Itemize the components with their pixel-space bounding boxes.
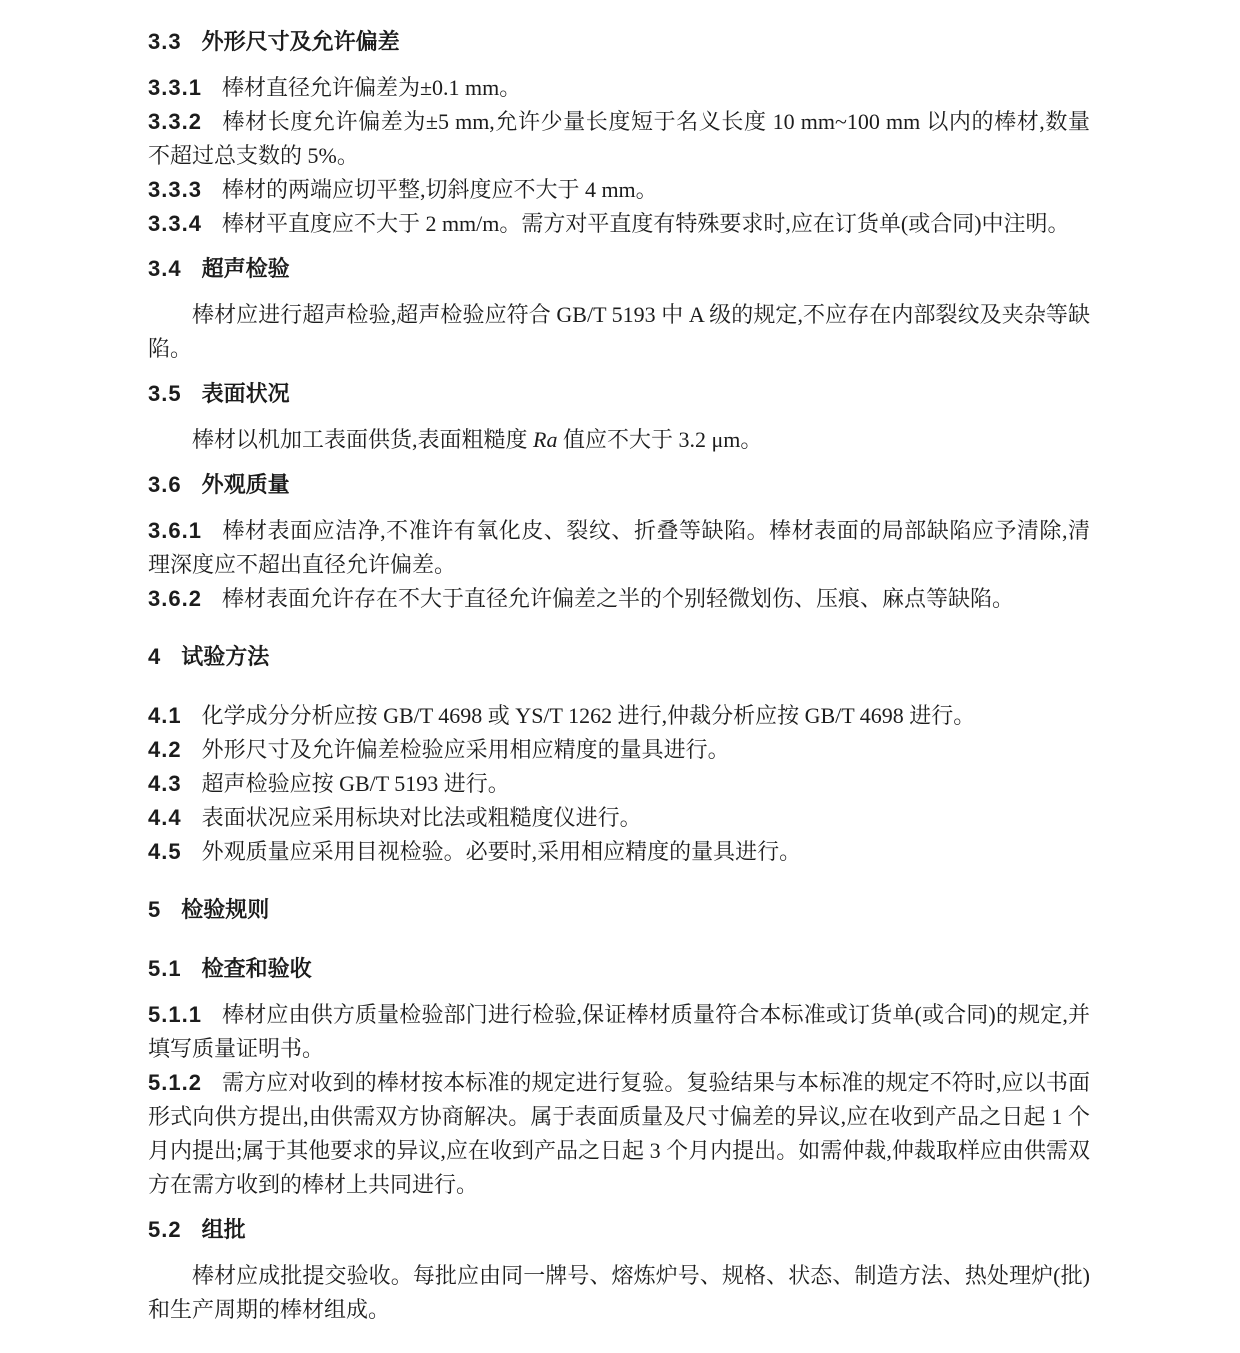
item-text: 棒材长度允许偏差为±5 mm,允许少量长度短于名义长度 10 mm~100 mm 以内的棒材,数量不超过总支数的 5%。 (148, 109, 1090, 168)
item-text: 外观质量应采用目视检验。必要时,采用相应精度的量具进行。 (201, 839, 802, 864)
item-text: 棒材的两端应切平整,切斜度应不大于 4 mm。 (221, 177, 658, 202)
chapter-heading (148, 893, 1090, 928)
numbered-item (148, 998, 1090, 1066)
item-number: 3.3.2 (148, 109, 202, 134)
item-number: 3.3.1 (148, 75, 202, 100)
heading-title: 外观质量 (201, 473, 290, 498)
paragraph (148, 298, 1090, 366)
paragraph-run: 棒材应成批提交验收。每批应由同一牌号、熔炼炉号、规格、状态、制造方法、热处理炉(批)和生产周期的棒材组成。 (148, 1263, 1090, 1322)
item-number: 4.4 (148, 805, 182, 830)
numbered-item (148, 733, 1090, 767)
item-number: 4.1 (148, 703, 182, 728)
numbered-item (148, 105, 1090, 173)
clause-heading (148, 468, 1090, 503)
paragraph-run-italic: Ra (533, 427, 558, 452)
item-text: 超声检验应按 GB/T 5193 进行。 (201, 771, 510, 796)
heading-title: 检验规则 (181, 898, 270, 923)
heading-number: 3.4 (148, 256, 182, 281)
clause-heading (148, 377, 1090, 412)
numbered-item (148, 71, 1090, 105)
clause-heading (148, 25, 1090, 60)
heading-title: 外形尺寸及允许偏差 (201, 30, 400, 55)
item-text: 棒材表面应洁净,不准许有氧化皮、裂纹、折叠等缺陷。棒材表面的局部缺陷应予清除,清理深度应不超出直径允许偏差。 (148, 518, 1090, 577)
heading-title: 检查和验收 (201, 957, 312, 982)
heading-number: 4 (148, 644, 162, 669)
item-number: 5.1.2 (148, 1070, 202, 1095)
heading-title: 表面状况 (201, 382, 290, 407)
numbered-item (148, 514, 1090, 582)
item-text: 需方应对收到的棒材按本标准的规定进行复验。复验结果与本标准的规定不符时,应以书面形式向供方提出,由供需双方协商解决。属于表面质量及尺寸偏差的异议,应在收到产品之日起 1 个月内提出;属于其他要求的异议,应在收到产品之日起 3 个月内提出。如需仲裁,仲裁取样应由供需双方在需方收到的棒材上共同进行。 (148, 1070, 1090, 1197)
item-text: 棒材平直度应不大于 2 mm/m。需方对平直度有特殊要求时,应在订货单(或合同)中注明。 (221, 211, 1070, 236)
chapter-heading (148, 640, 1090, 675)
heading-title: 组批 (201, 1218, 246, 1243)
numbered-item (148, 835, 1090, 869)
paragraph-run: 值应不大于 3.2 μm。 (557, 427, 763, 452)
item-text: 棒材直径允许偏差为±0.1 mm。 (221, 75, 522, 100)
numbered-item (148, 207, 1090, 241)
item-text: 棒材应由供方质量检验部门进行检验,保证棒材质量符合本标准或订货单(或合同)的规定,并填写质量证明书。 (148, 1002, 1090, 1061)
item-text: 表面状况应采用标块对比法或粗糙度仪进行。 (201, 805, 642, 830)
item-text: 外形尺寸及允许偏差检验应采用相应精度的量具进行。 (201, 737, 730, 762)
heading-number: 5.1 (148, 956, 182, 981)
paragraph-run: 棒材应进行超声检验,超声检验应符合 GB/T 5193 中 A 级的规定,不应存在内部裂纹及夹杂等缺陷。 (148, 302, 1090, 361)
paragraph (148, 423, 1090, 457)
item-number: 5.1.1 (148, 1002, 202, 1027)
item-number: 4.5 (148, 839, 182, 864)
item-number: 4.3 (148, 771, 182, 796)
clause-heading (148, 952, 1090, 987)
heading-number: 3.6 (148, 472, 182, 497)
heading-number: 5 (148, 897, 162, 922)
item-text: 化学成分分析应按 GB/T 4698 或 YS/T 1262 进行,仲裁分析应按 GB/T 4698 进行。 (201, 703, 976, 728)
heading-number: 5.2 (148, 1217, 182, 1242)
paragraph-run: 棒材以机加工表面供货,表面粗糙度 (192, 427, 534, 452)
paragraph (148, 1259, 1090, 1327)
clause-heading (148, 252, 1090, 287)
numbered-item (148, 767, 1090, 801)
numbered-item (148, 801, 1090, 835)
item-text: 棒材表面允许存在不大于直径允许偏差之半的个别轻微划伤、压痕、麻点等缺陷。 (221, 586, 1014, 611)
item-number: 3.3.3 (148, 177, 202, 202)
item-number: 3.6.1 (148, 518, 202, 543)
numbered-item (148, 173, 1090, 207)
heading-number: 3.3 (148, 29, 182, 54)
heading-title: 超声检验 (201, 257, 290, 282)
clause-heading (148, 1213, 1090, 1248)
heading-number: 3.5 (148, 381, 182, 406)
numbered-item (148, 1066, 1090, 1202)
heading-title: 试验方法 (181, 645, 270, 670)
item-number: 3.3.4 (148, 211, 202, 236)
item-number: 3.6.2 (148, 586, 202, 611)
numbered-item (148, 582, 1090, 616)
numbered-item (148, 699, 1090, 733)
item-number: 4.2 (148, 737, 182, 762)
